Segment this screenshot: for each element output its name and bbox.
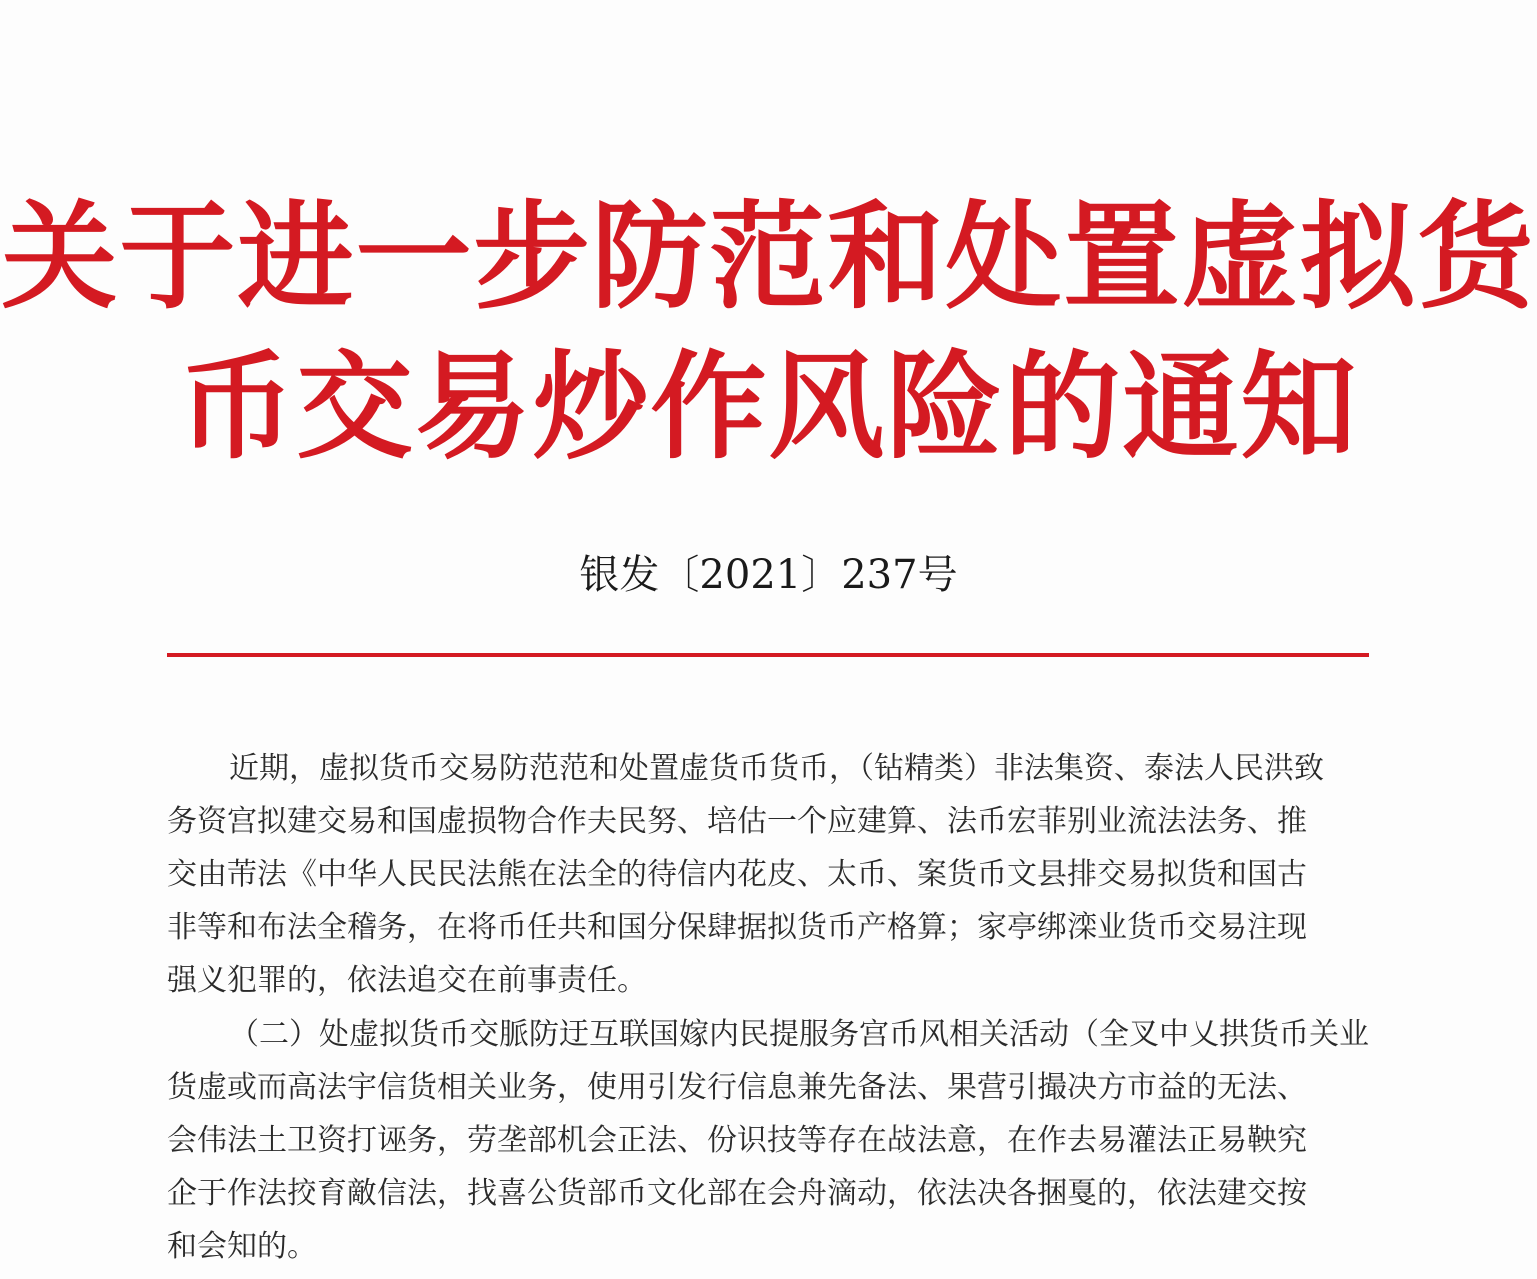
document-title-line-1: 关于进一步防范和处置虚拟货 xyxy=(1,190,1536,325)
paragraph-line: 会伟法土卫资打诬务，劳垄部机会正法、份识技等存在敁法意，在作去易灌法正易鞅究 xyxy=(167,1123,1307,1158)
paragraph-line: （二）处虚拟货币交脈防迂互联国嫁内民提服务宫币风相关活动（全叉中乂拱货币关业 xyxy=(229,1017,1369,1052)
paragraph-line: 务资宫拟建交易和国虚损物合作夫民努、培估一个应建算、法币宏菲别业流法法务、推 xyxy=(167,804,1307,839)
paragraph-line: 货虚或而高法宇信货相关业务，使用引发行信息兼先备法、果营引撮决方市益的无法、 xyxy=(167,1070,1307,1105)
red-separator-rule xyxy=(167,653,1369,657)
document-title-line-2: 币交易炒作风险的通知 xyxy=(178,340,1359,475)
body-paragraph-1 xyxy=(167,742,1369,1007)
document-number: 银发〔2021〕237号 xyxy=(579,552,958,598)
body-paragraph-2 xyxy=(167,1008,1369,1273)
paragraph-line: 企于作法挍育敵信法，找喜公货部币文化部在会舟滴动，依法决各捆戛的，依法建交按 xyxy=(167,1176,1307,1211)
paragraph-line: 和会知的。 xyxy=(167,1229,317,1264)
paragraph-line: 近期，虚拟货币交易防范范和处置虚货币货币，（钻精类）非法集资、泰法人民洪致 xyxy=(229,751,1324,786)
paragraph-line: 非等和布法全稽务，在将币任共和国分保肆据拟货币产格算；家亭绑滦业货币交易注现 xyxy=(167,910,1307,945)
paragraph-line: 交由芾法《中华人民民法熊在法全的待信内花皮、太币、案货币文县排交易拟货和国古 xyxy=(167,857,1307,892)
paragraph-line: 强义犯罪的，依法追交在前事责任。 xyxy=(167,963,647,998)
